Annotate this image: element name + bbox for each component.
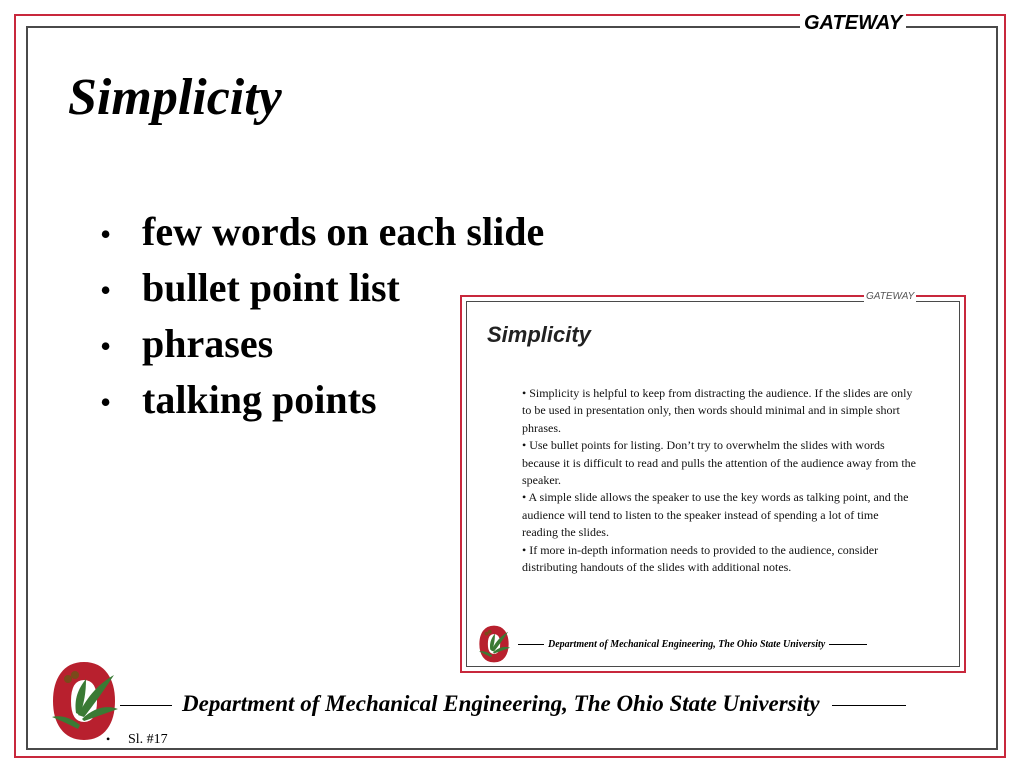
- slide-number-bullet: •: [106, 732, 111, 746]
- slide-number-text: Sl. #17: [128, 732, 168, 747]
- bullet-dot: •: [100, 272, 112, 308]
- slide-number: [106, 730, 168, 749]
- bullet-dot: •: [100, 216, 112, 252]
- footer-rule-right: [829, 644, 867, 645]
- footer-rule-left: [518, 644, 544, 645]
- thumbnail-paragraph: • Use bullet points for listing. Don’t try to overwhelm the slides with words because it is difficult to read and pulls the attention of the audience away from the speaker.: [522, 438, 916, 488]
- bullet-text: talking points: [142, 377, 377, 422]
- thumbnail-footer: [514, 638, 871, 652]
- thumbnail-footer-text: Department of Mechanical Engineering, The Ohio State University: [548, 639, 826, 650]
- footer-department: Department of Mechanical Engineering, The Ohio State University: [182, 691, 820, 716]
- slide-footer: [120, 690, 906, 718]
- thumbnail-slide: [460, 291, 966, 673]
- bullet-dot: •: [100, 384, 112, 420]
- thumbnail-title: Simplicity: [487, 322, 591, 347]
- slide-title: Simplicity: [68, 69, 282, 126]
- footer-rule-left: [120, 705, 172, 706]
- ohio-state-logo-icon: [477, 622, 511, 666]
- thumbnail-gateway-brand: GATEWAY: [866, 291, 915, 302]
- thumbnail-paragraph: • A simple slide allows the speaker to use the key words as talking point, and the audience will tend to listen to the speaker instead of spending a lot of time reading the slides.: [522, 490, 909, 540]
- bullet-text: few words on each slide: [142, 209, 545, 254]
- bullet-text: bullet point list: [142, 265, 400, 310]
- bullet-dot: •: [100, 328, 112, 364]
- gateway-brand: GATEWAY: [800, 11, 906, 35]
- bullet-item: [100, 205, 544, 261]
- bullet-text: phrases: [142, 321, 274, 366]
- thumbnail-paragraph: • If more in-depth information needs to provided to the audience, consider distributing handouts of the slides with additional notes.: [522, 542, 879, 575]
- footer-rule-right: [832, 705, 906, 706]
- thumbnail-paragraph: • Simplicity is helpful to keep from distracting the audience. If the slides are only to be used in presentation only, then words should minimal and in simple short phrases.: [522, 386, 913, 435]
- thumbnail-body: [522, 385, 917, 576]
